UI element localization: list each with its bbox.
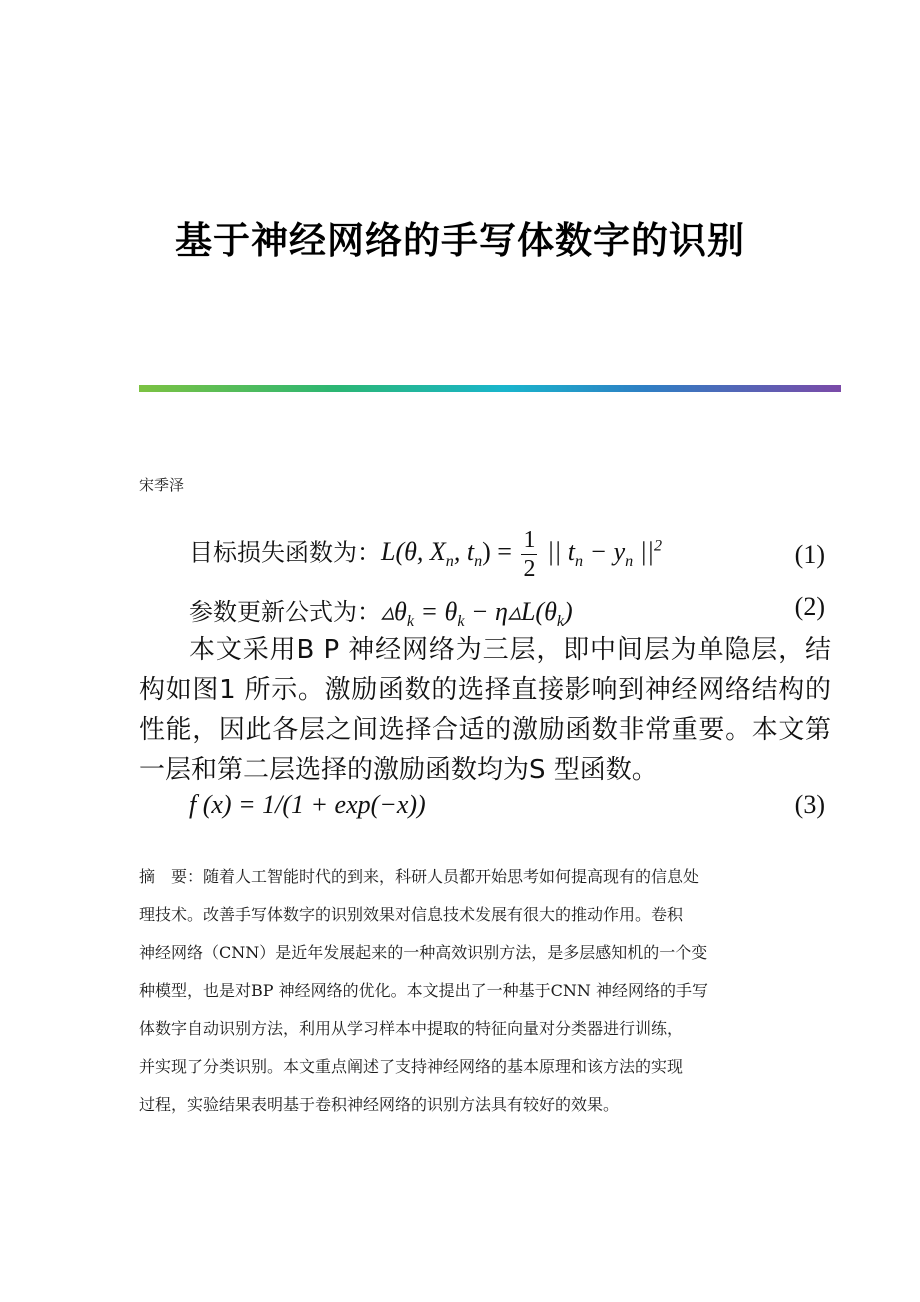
equation-1-number: (1) [794,540,825,569]
abstract-line: 摘 要：随着人工智能时代的到来，科研人员都开始思考如何提高现有的信息处 [139,867,700,886]
equation-2-number: (2) [794,592,825,621]
equation-2-formula: $▵\theta_k = \theta_k$ − $\eta▵L(\theta_k)$ [381,597,573,631]
document-title: 基于神经网络的手写体数字的识别 [175,219,745,262]
abstract-line: 理技术。改善手写体数字的识别效果对信息技术发展有很大的推动作用。卷积 [139,905,684,924]
equation-1-label: 目标损失函数为： [189,538,381,567]
abstract-line: 体数字自动识别方法，利用从学习样本中提取的特征向量对分类器进行训练， [139,1019,684,1038]
abstract-line: 神经网络（CNN）是近年发展起来的一种高效识别方法，是多层感知机的一个变 [139,943,708,962]
abstract-line: 过程，实验结果表明基于卷积神经网络的识别方法具有较好的效果。 [139,1095,620,1114]
body-paragraph: 本文采用B P 神经网络为三层，即中间层为单隐层，结构如图1 所示。激励函数的选择直接影响到神经网络结构的性能，因此各层之间选择合适的激励函数非常重要。本文第一层和第二层选择的激励函数均为S 型函数。 [139,635,831,785]
title-divider [139,385,841,392]
equation-1 [189,527,829,582]
equation-3 [189,790,829,834]
abstract-line: 种模型，也是对BP 神经网络的优化。本文提出了一种基于CNN 神经网络的手写 [139,981,708,1000]
equation-3-number: (3) [794,790,825,819]
equation-2-label: 参数更新公式为： [189,598,381,626]
equation-3-formula: f (x) = 1/(1 + exp(−x)) [189,790,426,819]
abstract-line: 并实现了分类识别。本文重点阐述了支持神经网络的基本原理和该方法的实现 [139,1057,684,1076]
fraction: $\frac{1}{2}$ [523,527,536,582]
abstract [139,858,789,1124]
equation-1-formula: L(θ, $X_n$, $t_n$) = $\frac{1}{2}$ || $t_n - y_n$ $||^2$ [381,527,663,582]
author-name: 宋季泽 [139,476,185,494]
